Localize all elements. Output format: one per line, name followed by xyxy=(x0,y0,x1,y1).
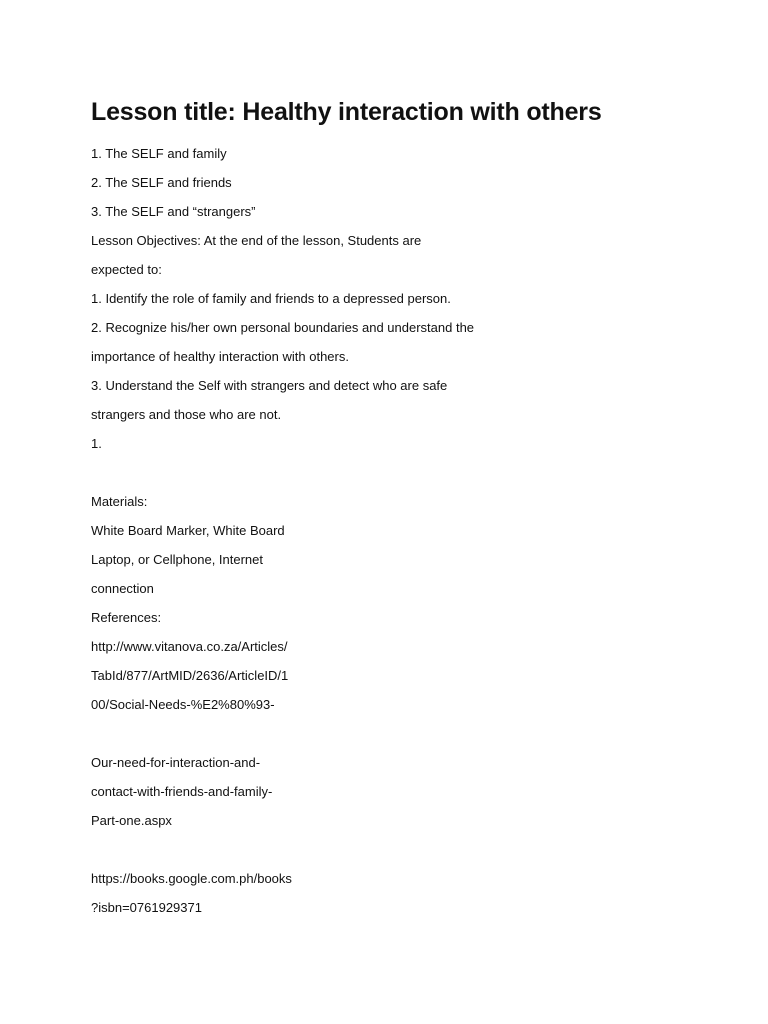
reference-line: Our-need-for-interaction-and- xyxy=(91,755,261,770)
document-page xyxy=(91,92,731,922)
reference-line: TabId/877/ArtMID/2636/ArticleID/1 xyxy=(91,668,289,683)
reference-line: Part-one.aspx xyxy=(91,813,172,828)
objectives-intro: Lesson Objectives: At the end of the lesson, Students are xyxy=(91,233,422,248)
objective-line: 3. Understand the Self with strangers and detect who are safe xyxy=(91,378,448,393)
objective-line: 1. xyxy=(91,436,102,451)
materials-heading: Materials: xyxy=(91,494,148,509)
reference-line: 00/Social-Needs-%E2%80%93- xyxy=(91,697,275,712)
objective-line: 2. Recognize his/her own personal boundaries and understand the xyxy=(91,320,475,335)
materials-item: Laptop, or Cellphone, Internet xyxy=(91,552,264,567)
spacer xyxy=(91,458,731,487)
spacer xyxy=(91,719,731,748)
materials-item: connection xyxy=(91,581,154,596)
reference-line: http://www.vitanova.co.za/Articles/ xyxy=(91,639,288,654)
lesson-title: Lesson title: Healthy interaction with others xyxy=(91,98,602,126)
objective-line: importance of healthy interaction with others. xyxy=(91,349,349,364)
topic-item: 2. The SELF and friends xyxy=(91,175,232,190)
spacer xyxy=(91,835,731,864)
topic-item: 3. The SELF and “strangers” xyxy=(91,204,256,219)
objective-line: 1. Identify the role of family and friends to a depressed person. xyxy=(91,291,451,306)
objectives-intro: expected to: xyxy=(91,262,162,277)
topic-item: 1. The SELF and family xyxy=(91,146,227,161)
references-heading: References: xyxy=(91,610,162,625)
reference-line: ?isbn=0761929371 xyxy=(91,900,202,915)
materials-item: White Board Marker, White Board xyxy=(91,523,285,538)
reference-line: https://books.google.com.ph/books xyxy=(91,871,292,886)
reference-line: contact-with-friends-and-family- xyxy=(91,784,273,799)
objective-line: strangers and those who are not. xyxy=(91,407,282,422)
